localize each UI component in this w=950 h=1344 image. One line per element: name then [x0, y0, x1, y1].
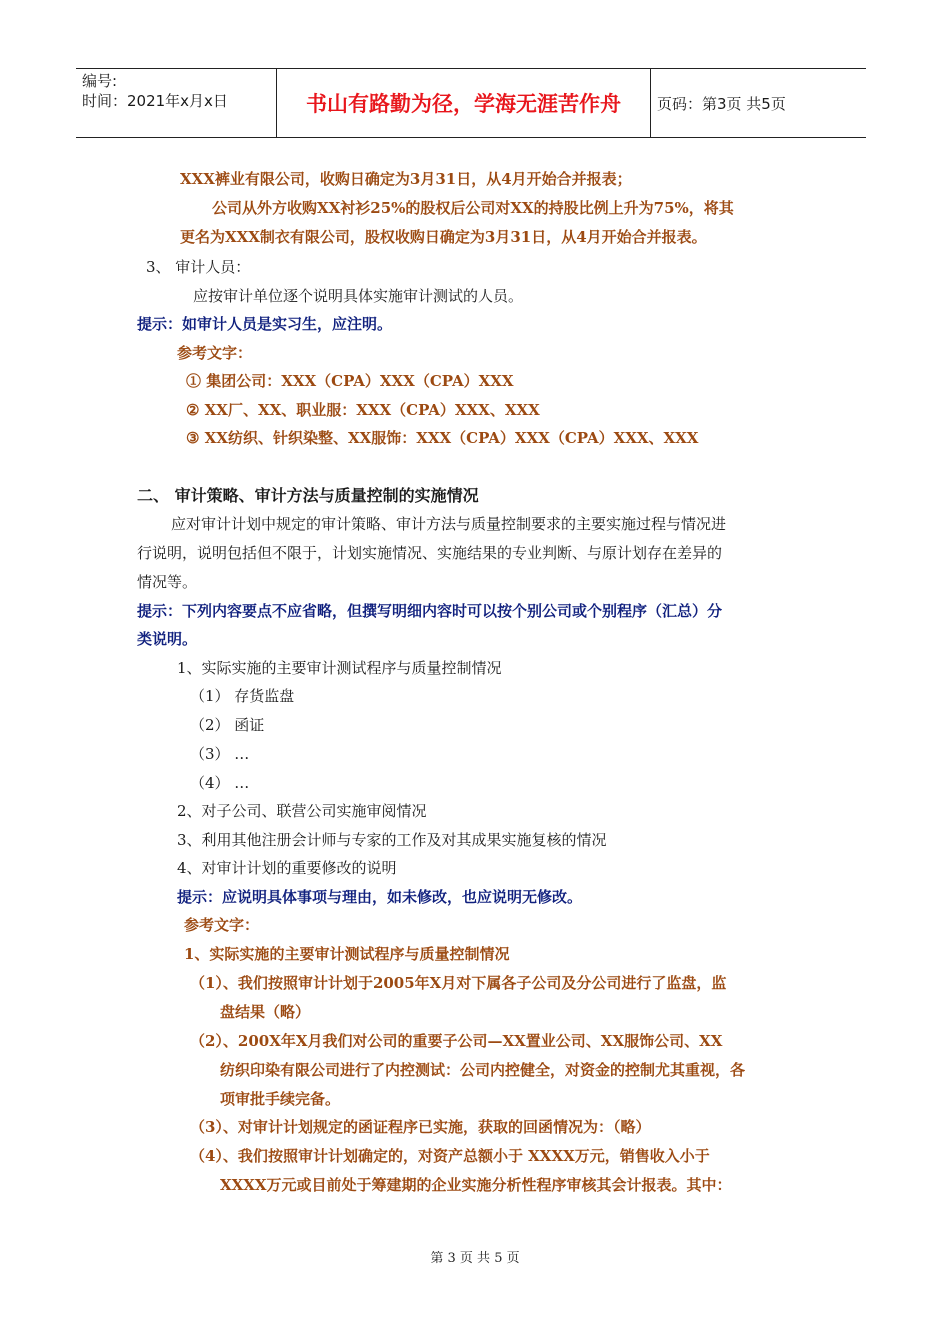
hint-line: 提示：如审计人员是实习生，应注明。 — [137, 315, 393, 333]
section-heading: 二、 审计策略、审计方法与质量控制的实施情况 — [137, 486, 479, 505]
list-item: （2） 函证 — [190, 716, 265, 734]
text-line: ② XX厂、XX、职业服：XXX（CPA）XXX、XXX — [186, 401, 540, 419]
text-line: ① 集团公司：XXX（CPA）XXX（CPA）XXX — [186, 372, 514, 390]
reference-label: 参考文字： — [177, 344, 253, 362]
text-line: 纺织印染有限公司进行了内控测试：公司内控健全，对资金的控制尤其重视，各 — [220, 1061, 746, 1079]
text-line: 项审批手续完备。 — [220, 1090, 341, 1108]
hint-line: 提示：下列内容要点不应省略，但撰写明细内容时可以按个别公司或个别程序（汇总）分 — [137, 602, 723, 620]
list-item: （3） … — [190, 745, 250, 763]
text-line: 1、实际实施的主要审计测试程序与质量控制情况 — [177, 659, 502, 677]
header-motto: 书山有路勤为径，学海无涯苦作舟 — [277, 69, 651, 137]
header-left-cell — [76, 69, 277, 137]
text-line: ③ XX纺织、针织染整、XX服饰：XXX（CPA）XXX（CPA）XXX、XXX — [186, 429, 699, 447]
number-label: 编号: — [82, 72, 118, 90]
text-line: 盘结果（略） — [220, 1003, 311, 1021]
text-line: 公司从外方收购XX衬衫25%的股权后公司对XX的持股比例上升为75%，将其 — [212, 199, 734, 217]
text-line: 3、利用其他注册会计师与专家的工作及对其成果实施复核的情况 — [177, 831, 607, 849]
text-line: 更名为XXX制衣有限公司，股权收购日确定为3月31日，从4月开始合并报表。 — [180, 228, 707, 246]
hint-line: 提示：应说明具体事项与理由，如未修改，也应说明无修改。 — [177, 888, 583, 906]
page-footer: 第 3 页 共 5 页 — [430, 1251, 520, 1266]
text-line: （1）、我们按照审计计划于2005年X月对下属各子公司及分公司进行了监盘，监 — [190, 974, 727, 992]
page-header — [76, 68, 866, 138]
text-line: 应对审计计划中规定的审计策略、审计方法与质量控制要求的主要实施过程与情况进 — [171, 515, 727, 533]
text-line: （4）、我们按照审计计划确定的，对资产总额小于 XXXX万元，销售收入小于 — [190, 1147, 710, 1165]
hint-line: 类说明。 — [137, 630, 198, 648]
text-line: XXX裤业有限公司，收购日确定为3月31日，从4月开始合并报表； — [180, 170, 632, 188]
text-line: 行说明，说明包括但不限于，计划实施情况、实施结果的专业判断、与原计划存在差异的 — [137, 544, 723, 562]
reference-label: 参考文字： — [184, 916, 260, 934]
text-line: 3、 审计人员： — [146, 258, 251, 276]
list-item: （1） 存货监盘 — [190, 687, 295, 705]
header-page-info: 页码：第3页 共5页 — [657, 94, 786, 113]
text-line: 2、对子公司、联营公司实施审阅情况 — [177, 802, 427, 820]
text-line: （3）、对审计计划规定的函证程序已实施，获取的回函情况为：（略） — [190, 1118, 651, 1136]
text-line: 4、对审计计划的重要修改的说明 — [177, 859, 397, 877]
list-item: （4） … — [190, 774, 250, 792]
text-line: 1、实际实施的主要审计测试程序与质量控制情况 — [184, 945, 510, 963]
text-line: 应按审计单位逐个说明具体实施审计测试的人员。 — [193, 287, 524, 305]
text-line: （2）、200X年X月我们对公司的重要子公司—XX置业公司、XX服饰公司、XX — [190, 1032, 723, 1050]
text-line: 情况等。 — [137, 573, 198, 591]
text-line: XXXX万元或目前处于筹建期的企业实施分析性程序审核其会计报表。其中： — [220, 1176, 732, 1194]
date-label: 时间：2021年x月x日 — [82, 92, 228, 110]
